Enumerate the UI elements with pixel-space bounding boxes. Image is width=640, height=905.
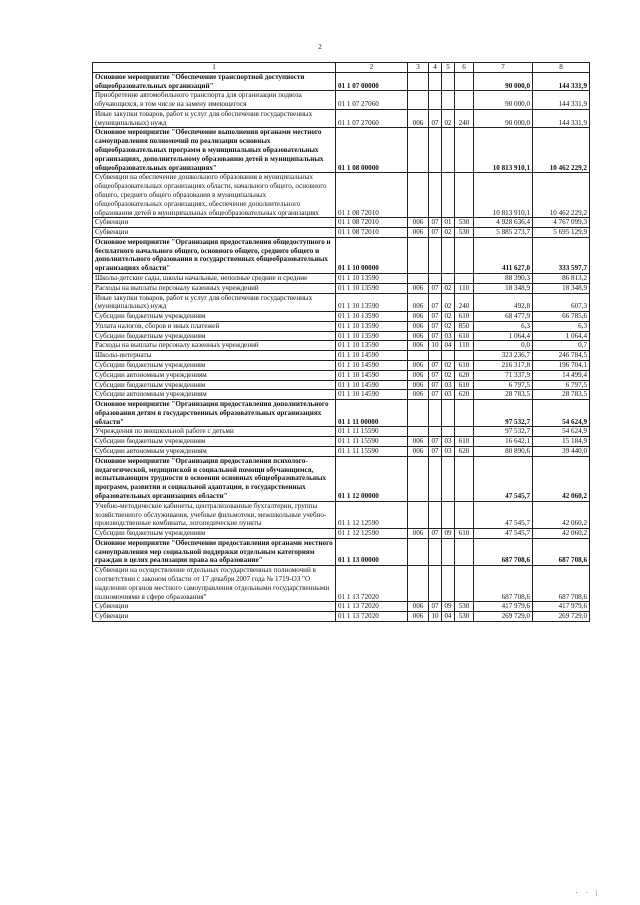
table-row [93, 273, 590, 283]
row-code-cell: 01 1 07 27060 [336, 91, 408, 110]
row-subsection-cell: 02 [442, 228, 455, 238]
row-section-cell: 07 [429, 380, 442, 390]
row-section-cell: 07 [429, 390, 442, 400]
row-section-cell: 07 [429, 437, 442, 447]
row-expense-type-cell: 620 [455, 447, 474, 457]
row-expense-type-cell [455, 173, 474, 218]
row-name-cell: Иные закупки товаров, работ и услуг для обеспечения государственных (муниципальных) нужд [93, 293, 336, 312]
row-expense-type-cell [455, 72, 474, 91]
row-dept-cell: 006 [408, 228, 429, 238]
table-row [93, 612, 590, 622]
row-amount-1-cell: 97 532,7 [474, 400, 533, 427]
row-amount-2-cell: 10 462 229,2 [533, 173, 590, 218]
table-row [93, 380, 590, 390]
table-row [93, 427, 590, 437]
row-name-cell: Учреждения по внешкольной работе с детьми [93, 427, 336, 437]
row-subsection-cell [442, 501, 455, 528]
row-name-cell: Субвенции на обеспечение дошкольного образования в муниципальных общеобразовательных организациях области, начального общего, основного общего, среднего общего образования в муниципальных общеобразовательных организациях, обеспечение дополнительного образования детей в муниципальных общеобразовательных организациях [93, 173, 336, 218]
row-dept-cell [408, 72, 429, 91]
row-amount-1-cell: 71 337,9 [474, 370, 533, 380]
row-amount-2-cell: 42 060,2 [533, 456, 590, 501]
row-dept-cell: 006 [408, 380, 429, 390]
budget-table [92, 62, 590, 622]
row-name-cell: Субсидии автономным учреждениям [93, 447, 336, 457]
row-name-cell: Субсидии бюджетным учреждениям [93, 331, 336, 341]
table-body [93, 72, 590, 621]
row-name-cell: Субвенции на осуществление отдельных государственных полномочий в соответствии с законом области от 17 декабря 2007 года № 1719-ОЗ "О наделении органов местного самоуправления отдельными государственными полномочиями в сфере образования" [93, 566, 336, 602]
row-section-cell: 07 [429, 447, 442, 457]
row-amount-1-cell: 10 813 910,1 [474, 173, 533, 218]
row-dept-cell [408, 351, 429, 361]
row-section-cell [429, 72, 442, 91]
row-amount-1-cell: 28 783,5 [474, 390, 533, 400]
row-name-cell: Основное мероприятие "Обеспечение выполнения органами местного самоуправления полномочий по реализации основных общеобразовательных программ в муниципальных образовательных организациях, дополнительному образованию детей в муниципальных общеобразовательных организациях" [93, 128, 336, 173]
row-amount-2-cell: 269 729,0 [533, 612, 590, 622]
row-subsection-cell [442, 237, 455, 273]
row-code-cell: 01 1 10 13590 [336, 312, 408, 322]
row-dept-cell: 006 [408, 602, 429, 612]
row-dept-cell: 006 [408, 109, 429, 128]
row-name-cell: Субсидии бюджетным учреждениям [93, 312, 336, 322]
row-dept-cell: 006 [408, 341, 429, 351]
row-dept-cell [408, 273, 429, 283]
row-code-cell: 01 1 13 72020 [336, 612, 408, 622]
row-subsection-cell: 02 [442, 293, 455, 312]
row-code-cell: 01 1 10 13590 [336, 331, 408, 341]
row-amount-2-cell: 5 695 129,9 [533, 228, 590, 238]
row-expense-type-cell: 610 [455, 312, 474, 322]
table-row [93, 390, 590, 400]
row-name-cell: Основное мероприятие "Обеспечение транспортной доступности общеобразовательных организаций" [93, 72, 336, 91]
row-amount-1-cell: 687 708,6 [474, 566, 533, 602]
row-section-cell [429, 538, 442, 565]
row-amount-2-cell: 6 797,5 [533, 380, 590, 390]
table-row [93, 456, 590, 501]
row-amount-2-cell: 417 979,6 [533, 602, 590, 612]
row-dept-cell: 006 [408, 437, 429, 447]
row-name-cell: Основное мероприятие "Организация предоставления психолого-педагогической, медицинской и социальной помощи обучающимся, испытывающим трудности в освоении основных общеобразовательных программ, развитии и социальной адаптации, в государственных образовательных организациях области" [93, 456, 336, 501]
row-amount-2-cell: 86 813,2 [533, 273, 590, 283]
row-amount-1-cell: 0,0 [474, 341, 533, 351]
row-section-cell: 10 [429, 612, 442, 622]
row-amount-2-cell: 687 708,6 [533, 538, 590, 565]
table-row [93, 501, 590, 528]
row-section-cell: 07 [429, 602, 442, 612]
table-row [93, 237, 590, 273]
table-row [93, 529, 590, 539]
row-subsection-cell [442, 400, 455, 427]
table-row [93, 538, 590, 565]
row-code-cell: 01 1 12 00000 [336, 456, 408, 501]
table-row [93, 91, 590, 110]
row-amount-1-cell: 411 627,0 [474, 237, 533, 273]
row-expense-type-cell [455, 237, 474, 273]
row-section-cell: 10 [429, 341, 442, 351]
header-cell: 6 [455, 63, 474, 73]
row-expense-type-cell: 620 [455, 370, 474, 380]
row-subsection-cell [442, 566, 455, 602]
row-name-cell: Субсидии бюджетным учреждениям [93, 380, 336, 390]
row-expense-type-cell: 530 [455, 612, 474, 622]
row-section-cell [429, 501, 442, 528]
row-name-cell: Субсидии бюджетным учреждениям [93, 529, 336, 539]
row-dept-cell [408, 400, 429, 427]
row-dept-cell: 006 [408, 283, 429, 293]
row-amount-2-cell: 144 331,9 [533, 91, 590, 110]
row-amount-1-cell: 687 708,6 [474, 538, 533, 565]
row-code-cell: 01 1 13 72020 [336, 602, 408, 612]
row-amount-1-cell: 88 390,3 [474, 273, 533, 283]
row-section-cell [429, 128, 442, 173]
row-dept-cell [408, 427, 429, 437]
row-amount-1-cell: 417 979,6 [474, 602, 533, 612]
row-name-cell: Расходы на выплаты персоналу казенных учреждений [93, 341, 336, 351]
row-section-cell: 07 [429, 293, 442, 312]
table-row [93, 228, 590, 238]
row-dept-cell [408, 456, 429, 501]
row-code-cell: 01 1 10 13590 [336, 283, 408, 293]
row-section-cell: 07 [429, 370, 442, 380]
row-code-cell: 01 1 10 14590 [336, 361, 408, 371]
row-amount-1-cell: 1 064,4 [474, 331, 533, 341]
row-dept-cell [408, 501, 429, 528]
row-amount-1-cell: 47 545,7 [474, 501, 533, 528]
row-name-cell: Субвенции [93, 612, 336, 622]
row-amount-1-cell: 492,8 [474, 293, 533, 312]
row-dept-cell [408, 128, 429, 173]
row-expense-type-cell: 530 [455, 602, 474, 612]
row-name-cell: Школы-детские сады, школы начальные, неполные средние и средние [93, 273, 336, 283]
row-code-cell: 01 1 10 13590 [336, 341, 408, 351]
row-expense-type-cell: 110 [455, 341, 474, 351]
row-subsection-cell [442, 128, 455, 173]
row-code-cell: 01 1 12 12590 [336, 501, 408, 528]
row-expense-type-cell: 850 [455, 321, 474, 331]
row-amount-1-cell: 97 532,7 [474, 427, 533, 437]
row-name-cell: Основное мероприятие "Организация предоставления дополнительного образования детям в государственных образовательных организациях области" [93, 400, 336, 427]
row-amount-1-cell: 216 317,8 [474, 361, 533, 371]
row-section-cell: 07 [429, 109, 442, 128]
row-amount-1-cell: 269 729,0 [474, 612, 533, 622]
row-amount-2-cell: 54 624,9 [533, 427, 590, 437]
row-amount-2-cell: 144 331,9 [533, 72, 590, 91]
row-expense-type-cell: 530 [455, 228, 474, 238]
row-expense-type-cell: 610 [455, 361, 474, 371]
row-section-cell [429, 456, 442, 501]
row-amount-1-cell: 90 000,0 [474, 91, 533, 110]
row-amount-1-cell: 10 813 910,1 [474, 128, 533, 173]
row-section-cell [429, 400, 442, 427]
row-amount-2-cell: 14 499,4 [533, 370, 590, 380]
table-row [93, 72, 590, 91]
table-row [93, 331, 590, 341]
row-amount-2-cell: 54 624,9 [533, 400, 590, 427]
row-dept-cell: 006 [408, 321, 429, 331]
row-code-cell: 01 1 11 15590 [336, 437, 408, 447]
table-row [93, 341, 590, 351]
row-amount-2-cell: 333 597,7 [533, 237, 590, 273]
row-code-cell: 01 1 07 27060 [336, 109, 408, 128]
row-dept-cell [408, 173, 429, 218]
row-code-cell: 01 1 10 13590 [336, 273, 408, 283]
row-amount-1-cell: 47 545,7 [474, 456, 533, 501]
row-amount-2-cell: 246 784,5 [533, 351, 590, 361]
row-amount-1-cell: 90 000,0 [474, 109, 533, 128]
table-row [93, 218, 590, 228]
row-amount-2-cell: 42 060,2 [533, 501, 590, 528]
row-code-cell: 01 1 10 14590 [336, 370, 408, 380]
row-code-cell: 01 1 10 14590 [336, 380, 408, 390]
row-subsection-cell: 04 [442, 612, 455, 622]
row-amount-1-cell: 90 000,0 [474, 72, 533, 91]
table-row [93, 293, 590, 312]
row-dept-cell: 006 [408, 529, 429, 539]
table-row [93, 361, 590, 371]
row-amount-1-cell: 68 477,9 [474, 312, 533, 322]
row-code-cell: 01 1 10 14590 [336, 390, 408, 400]
row-subsection-cell: 02 [442, 312, 455, 322]
row-name-cell: Субвенции [93, 228, 336, 238]
row-dept-cell: 006 [408, 293, 429, 312]
row-expense-type-cell [455, 566, 474, 602]
row-expense-type-cell [455, 427, 474, 437]
row-expense-type-cell: 620 [455, 390, 474, 400]
row-amount-1-cell: 18 348,9 [474, 283, 533, 293]
row-name-cell: Иные закупки товаров, работ и услуг для обеспечения государственных (муниципальных) нужд [93, 109, 336, 128]
row-dept-cell: 006 [408, 447, 429, 457]
row-subsection-cell: 02 [442, 109, 455, 128]
row-amount-2-cell: 1 064,4 [533, 331, 590, 341]
row-dept-cell: 006 [408, 218, 429, 228]
row-expense-type-cell [455, 538, 474, 565]
header-cell: 1 [93, 63, 336, 73]
row-expense-type-cell: 610 [455, 529, 474, 539]
row-expense-type-cell: 610 [455, 437, 474, 447]
row-expense-type-cell: 110 [455, 283, 474, 293]
row-dept-cell [408, 91, 429, 110]
row-dept-cell [408, 237, 429, 273]
row-subsection-cell: 03 [442, 331, 455, 341]
header-cell: 7 [474, 63, 533, 73]
row-amount-2-cell: 144 331,9 [533, 109, 590, 128]
corner-mark: · · | [575, 889, 600, 897]
row-code-cell: 01 1 12 12590 [336, 529, 408, 539]
row-name-cell: Субсидии бюджетным учреждениям [93, 437, 336, 447]
row-amount-2-cell: 18 348,9 [533, 283, 590, 293]
page-number: 2 [318, 43, 322, 51]
row-section-cell [429, 273, 442, 283]
row-amount-1-cell: 47 545,7 [474, 529, 533, 539]
row-subsection-cell [442, 456, 455, 501]
row-amount-2-cell: 6,3 [533, 321, 590, 331]
row-subsection-cell: 09 [442, 529, 455, 539]
row-section-cell [429, 237, 442, 273]
row-amount-1-cell: 5 885 273,7 [474, 228, 533, 238]
row-section-cell [429, 566, 442, 602]
table-row [93, 566, 590, 602]
row-dept-cell: 006 [408, 370, 429, 380]
table-row [93, 128, 590, 173]
row-code-cell: 01 1 10 14590 [336, 351, 408, 361]
row-name-cell: Основное мероприятие "Организация предоставления общедоступного и бесплатного начального общего, основного общего, среднего общего и дополнительного образования в государственных общеобразовательных организациях области" [93, 237, 336, 273]
row-subsection-cell [442, 91, 455, 110]
row-subsection-cell: 02 [442, 283, 455, 293]
row-dept-cell: 006 [408, 331, 429, 341]
row-amount-2-cell: 196 704,1 [533, 361, 590, 371]
row-amount-2-cell: 42 060,2 [533, 529, 590, 539]
row-expense-type-cell [455, 351, 474, 361]
row-section-cell [429, 173, 442, 218]
row-subsection-cell: 02 [442, 370, 455, 380]
row-subsection-cell: 03 [442, 447, 455, 457]
row-amount-1-cell: 323 236,7 [474, 351, 533, 361]
header-row [93, 63, 590, 73]
row-subsection-cell: 03 [442, 437, 455, 447]
row-subsection-cell [442, 351, 455, 361]
row-name-cell: Субсидии автономным учреждениям [93, 370, 336, 380]
table-row [93, 312, 590, 322]
header-cell: 4 [429, 63, 442, 73]
header-cell: 2 [336, 63, 408, 73]
row-subsection-cell: 02 [442, 321, 455, 331]
row-amount-2-cell: 10 462 229,2 [533, 128, 590, 173]
table-row [93, 283, 590, 293]
row-code-cell: 01 1 08 00000 [336, 128, 408, 173]
row-section-cell: 07 [429, 228, 442, 238]
row-amount-2-cell: 39 440,0 [533, 447, 590, 457]
row-expense-type-cell: 610 [455, 380, 474, 390]
table-row [93, 370, 590, 380]
row-amount-1-cell: 6 797,5 [474, 380, 533, 390]
row-subsection-cell [442, 427, 455, 437]
row-section-cell: 07 [429, 312, 442, 322]
row-dept-cell [408, 538, 429, 565]
row-dept-cell: 006 [408, 390, 429, 400]
row-name-cell: Приобретение автомобильного транспорта для организации подвоза обучающихся, в том числе на замену имеющегося [93, 91, 336, 110]
row-dept-cell: 006 [408, 361, 429, 371]
row-dept-cell: 006 [408, 612, 429, 622]
row-name-cell: Школы-интернаты [93, 351, 336, 361]
header-cell: 8 [533, 63, 590, 73]
row-subsection-cell: 09 [442, 602, 455, 612]
table-row [93, 173, 590, 218]
row-amount-2-cell: 66 785,6 [533, 312, 590, 322]
row-name-cell: Уплата налогов, сборов и иных платежей [93, 321, 336, 331]
row-section-cell: 07 [429, 529, 442, 539]
row-section-cell: 07 [429, 218, 442, 228]
row-expense-type-cell [455, 501, 474, 528]
row-name-cell: Субвенции [93, 602, 336, 612]
row-code-cell: 01 1 11 00000 [336, 400, 408, 427]
row-subsection-cell [442, 273, 455, 283]
row-section-cell [429, 91, 442, 110]
header-cell: 5 [442, 63, 455, 73]
row-amount-2-cell: 687 708,6 [533, 566, 590, 602]
row-subsection-cell: 03 [442, 390, 455, 400]
row-name-cell: Субсидии бюджетным учреждениям [93, 361, 336, 371]
row-amount-2-cell: 0,7 [533, 341, 590, 351]
table-row [93, 602, 590, 612]
row-expense-type-cell: 610 [455, 331, 474, 341]
row-code-cell: 01 1 13 72020 [336, 566, 408, 602]
row-amount-2-cell: 607,3 [533, 293, 590, 312]
row-section-cell: 07 [429, 361, 442, 371]
table-row [93, 400, 590, 427]
row-code-cell: 01 1 13 00000 [336, 538, 408, 565]
row-amount-1-cell: 80 890,6 [474, 447, 533, 457]
row-code-cell: 01 1 10 13590 [336, 321, 408, 331]
row-expense-type-cell [455, 128, 474, 173]
row-name-cell: Расходы на выплаты персоналу казенных учреждений [93, 283, 336, 293]
row-subsection-cell [442, 72, 455, 91]
table-row [93, 447, 590, 457]
row-section-cell [429, 427, 442, 437]
row-code-cell: 01 1 08 72010 [336, 173, 408, 218]
table-row [93, 109, 590, 128]
row-code-cell: 01 1 08 72010 [336, 218, 408, 228]
row-subsection-cell [442, 538, 455, 565]
table-row [93, 351, 590, 361]
row-name-cell: Субсидии автономным учреждениям [93, 390, 336, 400]
table-row [93, 437, 590, 447]
row-dept-cell [408, 566, 429, 602]
row-expense-type-cell: 240 [455, 293, 474, 312]
row-code-cell: 01 1 10 13590 [336, 293, 408, 312]
row-section-cell: 07 [429, 331, 442, 341]
table-row [93, 321, 590, 331]
row-amount-1-cell: 6,3 [474, 321, 533, 331]
row-section-cell: 07 [429, 283, 442, 293]
row-section-cell: 07 [429, 321, 442, 331]
row-expense-type-cell [455, 273, 474, 283]
row-expense-type-cell: 530 [455, 218, 474, 228]
row-expense-type-cell: 240 [455, 109, 474, 128]
row-subsection-cell: 03 [442, 380, 455, 390]
row-subsection-cell [442, 173, 455, 218]
row-name-cell: Субвенции [93, 218, 336, 228]
row-subsection-cell: 04 [442, 341, 455, 351]
row-code-cell: 01 1 08 72010 [336, 228, 408, 238]
row-dept-cell: 006 [408, 312, 429, 322]
row-name-cell: Основное мероприятие "Обеспечение предоставления органами местного самоуправления мер социальной поддержки отдельным категориям граждан в целях реализации права на образование" [93, 538, 336, 565]
row-subsection-cell: 01 [442, 218, 455, 228]
row-amount-2-cell: 28 783,5 [533, 390, 590, 400]
row-name-cell: Учебно-методические кабинеты, централизованные бухгалтерии, группы хозяйственного обслуживания, учебные фильмотеки, межшкольные учебно-производственные комбинаты, логопедические пункты [93, 501, 336, 528]
row-section-cell [429, 351, 442, 361]
row-code-cell: 01 1 11 15590 [336, 427, 408, 437]
row-amount-1-cell: 16 642,1 [474, 437, 533, 447]
row-amount-2-cell: 4 767 099,3 [533, 218, 590, 228]
row-expense-type-cell [455, 400, 474, 427]
row-code-cell: 01 1 07 00000 [336, 72, 408, 91]
row-expense-type-cell [455, 456, 474, 501]
row-code-cell: 01 1 11 15590 [336, 447, 408, 457]
row-amount-2-cell: 15 184,9 [533, 437, 590, 447]
header-cell: 3 [408, 63, 429, 73]
row-expense-type-cell [455, 91, 474, 110]
row-code-cell: 01 1 10 00000 [336, 237, 408, 273]
row-amount-1-cell: 4 928 636,4 [474, 218, 533, 228]
row-subsection-cell: 02 [442, 361, 455, 371]
